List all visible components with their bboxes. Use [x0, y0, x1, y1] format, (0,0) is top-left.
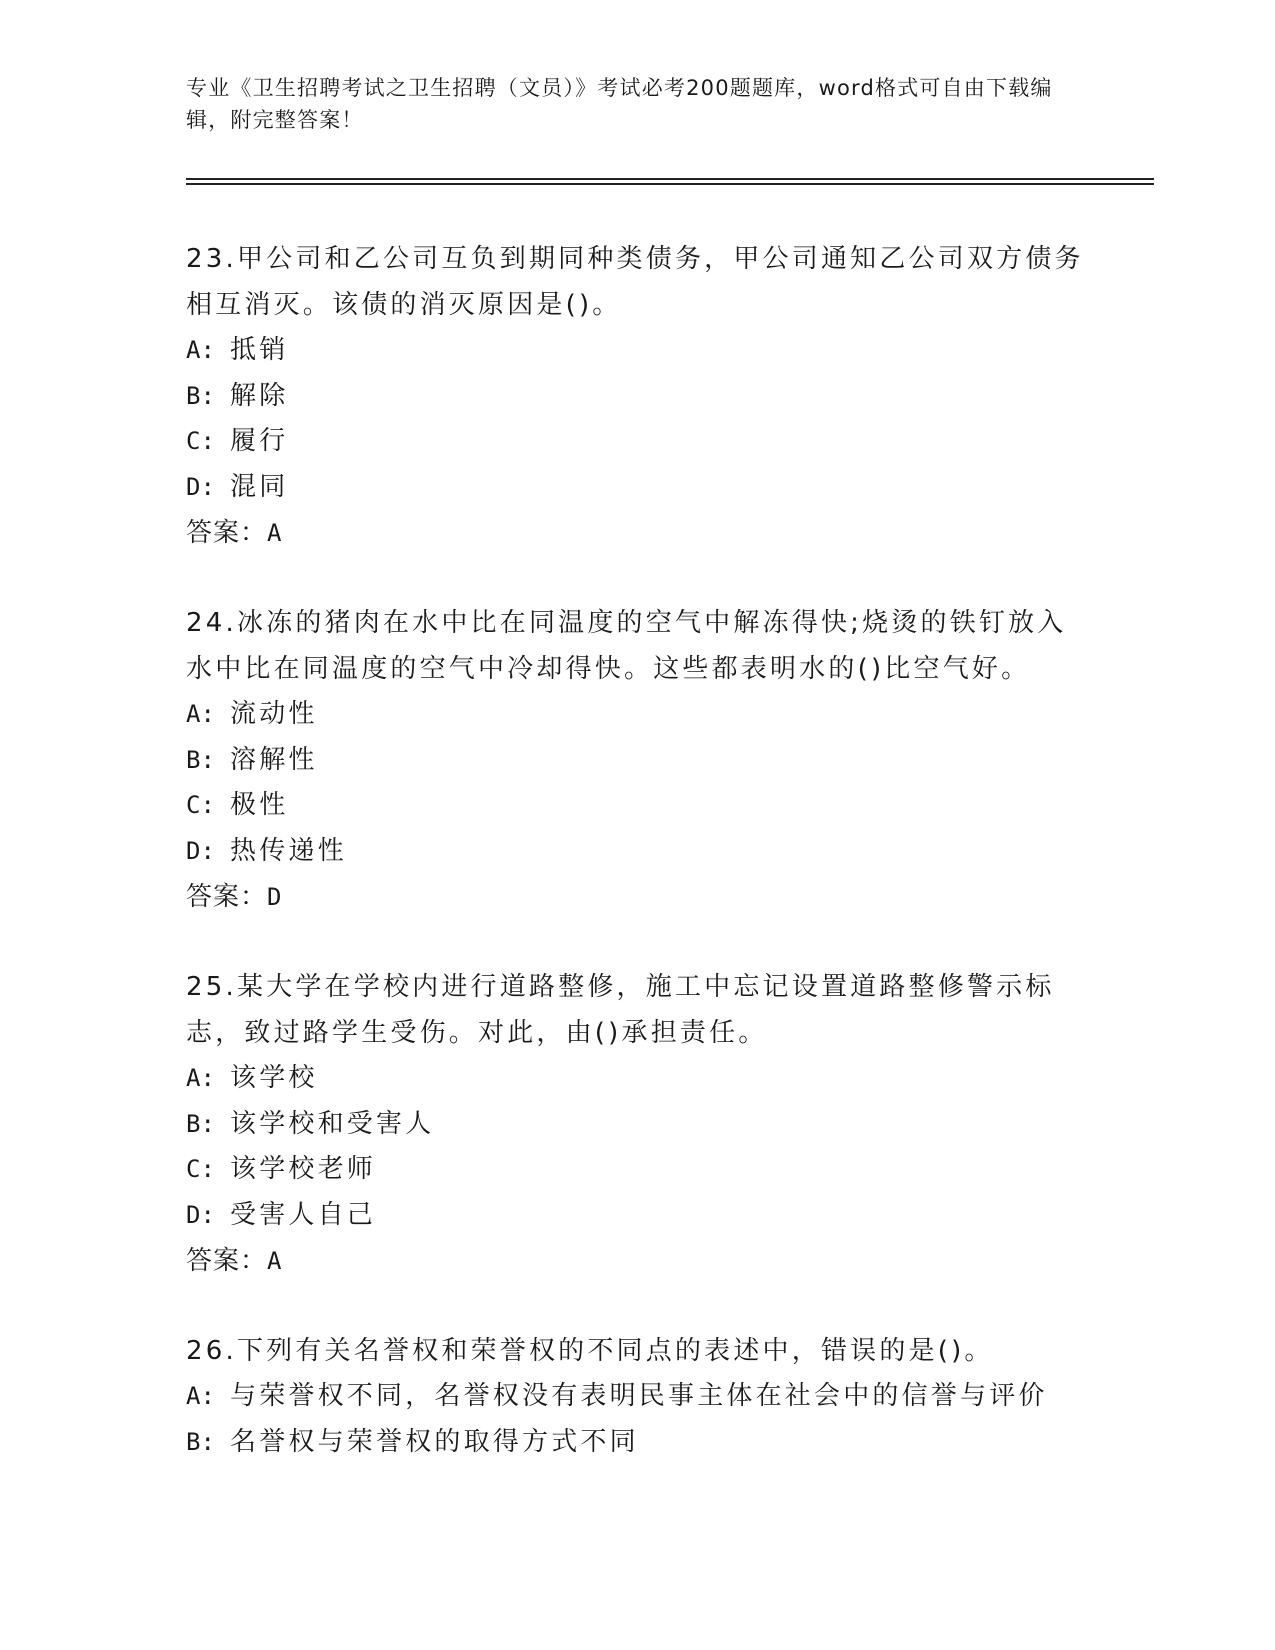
option-text: 履行 [230, 426, 289, 456]
option-text: 该学校老师 [230, 1154, 377, 1184]
option-letter: D: [186, 836, 215, 865]
header-divider-bottom [186, 183, 1154, 185]
answer-label: 答案： [186, 882, 268, 912]
answer-line [186, 510, 1086, 556]
option-letter: C: [186, 427, 215, 455]
option-letter: B: [186, 381, 215, 410]
answer-value: A [267, 519, 283, 547]
option-text: 解除 [230, 380, 289, 411]
option-c [186, 783, 1086, 829]
option-b [186, 374, 1086, 420]
option-text: 该学校和受害人 [230, 1108, 435, 1139]
answer-value: A [267, 1247, 283, 1275]
option-text: 名誉权与荣誉权的取得方式不同 [230, 1426, 639, 1457]
header-divider-top [186, 178, 1154, 180]
option-letter: B: [186, 1427, 215, 1456]
option-letter: C: [186, 1155, 215, 1183]
question-23 [186, 236, 1086, 556]
option-text: 热传递性 [230, 835, 347, 866]
option-b [186, 1420, 1086, 1466]
option-text: 该学校 [230, 1063, 318, 1093]
option-text: 极性 [230, 790, 289, 820]
option-c [186, 1147, 1086, 1193]
option-a [186, 692, 1086, 738]
option-a [186, 1374, 1086, 1420]
option-letter: B: [186, 1109, 215, 1138]
option-b [186, 1102, 1086, 1148]
option-a [186, 1056, 1086, 1102]
option-d [186, 465, 1086, 511]
question-stem: 25.某大学在学校内进行道路整修，施工中忘记设置道路整修警示标志，致过路学生受伤。对此，由()承担责任。 [186, 972, 1055, 1048]
question-stem: 24.冰冻的猪肉在水中比在同温度的空气中解冻得快;烧烫的铁钉放入水中比在同温度的空气中冷却得快。这些都表明水的()比空气好。 [186, 608, 1067, 684]
option-text: 与荣誉权不同，名誉权没有表明民事主体在社会中的信誉与评价 [230, 1381, 1048, 1411]
answer-label: 答案： [186, 1246, 268, 1276]
question-24 [186, 600, 1086, 920]
option-letter: A: [186, 1064, 215, 1092]
option-letter: C: [186, 791, 215, 819]
option-letter: D: [186, 472, 215, 501]
option-letter: D: [186, 1200, 215, 1229]
option-letter: B: [186, 745, 215, 774]
question-25 [186, 964, 1086, 1284]
answer-line [186, 874, 1086, 920]
option-c [186, 419, 1086, 465]
option-b [186, 738, 1086, 784]
document-header: 专业《卫生招聘考试之卫生招聘（文员）》考试必考200题题库，word格式可自由下载编辑，附完整答案！ [186, 76, 1053, 132]
question-26 [186, 1328, 1086, 1465]
question-stem: 23.甲公司和乙公司互负到期同种类债务，甲公司通知乙公司双方债务相互消灭。该债的消灭原因是()。 [186, 244, 1084, 320]
option-text: 混同 [230, 471, 289, 502]
option-text: 抵销 [230, 335, 289, 365]
answer-value: D [267, 883, 283, 911]
option-text: 溶解性 [230, 744, 318, 775]
option-letter: A: [186, 336, 215, 364]
question-stem: 26.下列有关名誉权和荣誉权的不同点的表述中，错误的是()。 [186, 1336, 994, 1366]
answer-label: 答案： [186, 518, 268, 548]
question-list [186, 236, 1086, 1509]
option-d [186, 1193, 1086, 1239]
option-a [186, 328, 1086, 374]
option-letter: A: [186, 1382, 215, 1410]
option-d [186, 829, 1086, 875]
option-text: 受害人自己 [230, 1199, 377, 1230]
option-text: 流动性 [230, 699, 318, 729]
answer-line [186, 1238, 1086, 1284]
option-letter: A: [186, 700, 215, 728]
